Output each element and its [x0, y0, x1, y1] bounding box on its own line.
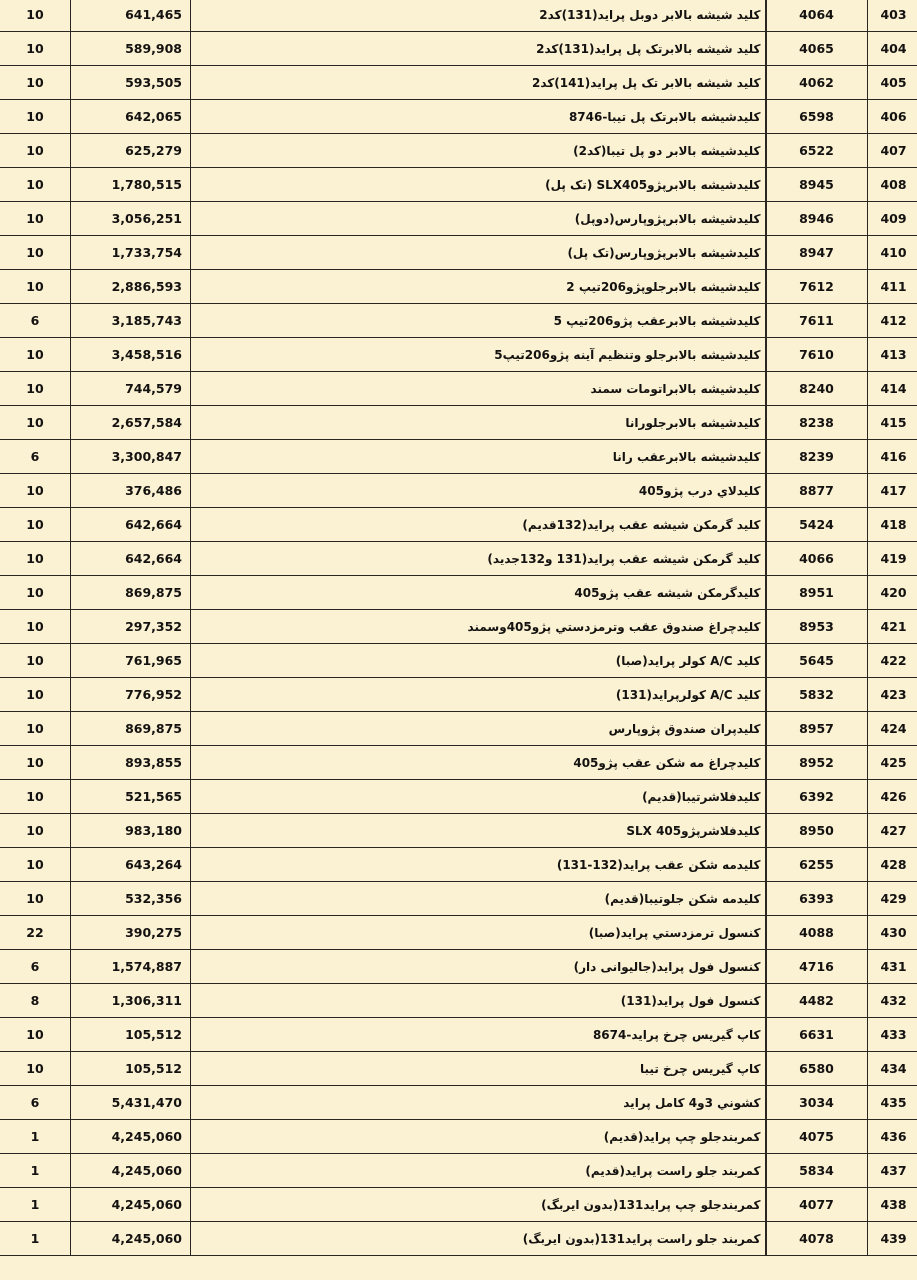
description-cell: کلیدلاي درب پژو405: [191, 474, 766, 508]
row-number-cell: 425: [867, 746, 917, 780]
row-number-cell: 410: [867, 236, 917, 270]
description-cell: کلیدشیشه بالابر دو پل تیبا(کد2): [191, 134, 766, 168]
table-row: [0, 678, 917, 712]
price-cell: 1,306,311: [71, 984, 191, 1018]
row-number-cell: 430: [867, 916, 917, 950]
quantity-cell: 10: [0, 270, 71, 304]
quantity-cell: 10: [0, 0, 71, 32]
product-code-cell: 4064: [766, 0, 868, 32]
product-code-cell: 8239: [766, 440, 868, 474]
quantity-cell: 1: [0, 1154, 71, 1188]
price-cell: 2,657,584: [71, 406, 191, 440]
quantity-cell: 10: [0, 712, 71, 746]
product-code-cell: 6393: [766, 882, 868, 916]
price-cell: 761,965: [71, 644, 191, 678]
row-number-cell: 421: [867, 610, 917, 644]
row-number-cell: 407: [867, 134, 917, 168]
table-row: [0, 576, 917, 610]
row-number-cell: 412: [867, 304, 917, 338]
quantity-cell: 10: [0, 100, 71, 134]
quantity-cell: 10: [0, 168, 71, 202]
product-code-cell: 8951: [766, 576, 868, 610]
quantity-cell: 6: [0, 950, 71, 984]
quantity-cell: 6: [0, 304, 71, 338]
table-row: [0, 202, 917, 236]
product-code-cell: 5832: [766, 678, 868, 712]
product-code-cell: 6631: [766, 1018, 868, 1052]
row-number-cell: 424: [867, 712, 917, 746]
row-number-cell: 409: [867, 202, 917, 236]
description-cell: کلید گرمکن شیشه عقب پراید(131 و132جدید): [191, 542, 766, 576]
price-cell: 983,180: [71, 814, 191, 848]
product-code-cell: 8238: [766, 406, 868, 440]
price-cell: 869,875: [71, 712, 191, 746]
description-cell: کنسول فول پراید(جالیوانی دار): [191, 950, 766, 984]
quantity-cell: 10: [0, 338, 71, 372]
table-row: [0, 1052, 917, 1086]
description-cell: کلیدگرمکن شیشه عقب پژو405: [191, 576, 766, 610]
price-cell: 1,780,515: [71, 168, 191, 202]
product-code-cell: 8877: [766, 474, 868, 508]
product-code-cell: 6598: [766, 100, 868, 134]
quantity-cell: 10: [0, 372, 71, 406]
quantity-cell: 10: [0, 32, 71, 66]
price-cell: 4,245,060: [71, 1154, 191, 1188]
price-cell: 1,733,754: [71, 236, 191, 270]
quantity-cell: 10: [0, 848, 71, 882]
description-cell: کاپ گیریس چرخ تیبا: [191, 1052, 766, 1086]
price-cell: 390,275: [71, 916, 191, 950]
quantity-cell: 10: [0, 610, 71, 644]
quantity-cell: 10: [0, 678, 71, 712]
quantity-cell: 10: [0, 406, 71, 440]
row-number-cell: 423: [867, 678, 917, 712]
price-cell: 532,356: [71, 882, 191, 916]
row-number-cell: 428: [867, 848, 917, 882]
product-code-cell: 8946: [766, 202, 868, 236]
table-row: [0, 814, 917, 848]
table-row: [0, 1222, 917, 1256]
row-number-cell: 437: [867, 1154, 917, 1188]
price-cell: 625,279: [71, 134, 191, 168]
quantity-cell: 10: [0, 474, 71, 508]
product-code-cell: 6392: [766, 780, 868, 814]
row-number-cell: 435: [867, 1086, 917, 1120]
quantity-cell: 1: [0, 1222, 71, 1256]
price-cell: 4,245,060: [71, 1188, 191, 1222]
description-cell: کلیدشیشه بالابرجلو وتنظیم آینه پژو206تیپ5: [191, 338, 766, 372]
quantity-cell: 10: [0, 746, 71, 780]
quantity-cell: 10: [0, 644, 71, 678]
row-number-cell: 419: [867, 542, 917, 576]
table-row: [0, 32, 917, 66]
row-number-cell: 427: [867, 814, 917, 848]
product-code-cell: 6522: [766, 134, 868, 168]
table-row: [0, 644, 917, 678]
row-number-cell: 406: [867, 100, 917, 134]
table-row: [0, 882, 917, 916]
description-cell: کمربند جلو راست پراید(قدیم): [191, 1154, 766, 1188]
product-code-cell: 4077: [766, 1188, 868, 1222]
description-cell: کلید شیشه بالابر تک پل پراید(141)کد2: [191, 66, 766, 100]
product-code-cell: 4078: [766, 1222, 868, 1256]
table-row: [0, 100, 917, 134]
product-code-cell: 7611: [766, 304, 868, 338]
price-cell: 643,264: [71, 848, 191, 882]
quantity-cell: 10: [0, 814, 71, 848]
row-number-cell: 434: [867, 1052, 917, 1086]
description-cell: کشوني 3و4 کامل پراید: [191, 1086, 766, 1120]
description-cell: کلید شیشه بالابر دوبل پراید(131)کد2: [191, 0, 766, 32]
description-cell: کلیدمه شکن عقب پراید(132-131): [191, 848, 766, 882]
price-cell: 3,300,847: [71, 440, 191, 474]
product-code-cell: 8952: [766, 746, 868, 780]
row-number-cell: 429: [867, 882, 917, 916]
table-row: [0, 712, 917, 746]
description-cell: کنسول ترمزدستي پراید(صبا): [191, 916, 766, 950]
row-number-cell: 436: [867, 1120, 917, 1154]
row-number-cell: 413: [867, 338, 917, 372]
table-row: [0, 168, 917, 202]
price-cell: 376,486: [71, 474, 191, 508]
row-number-cell: 418: [867, 508, 917, 542]
description-cell: کلیدفلاشرتیبا(قدیم): [191, 780, 766, 814]
row-number-cell: 417: [867, 474, 917, 508]
price-cell: 3,185,743: [71, 304, 191, 338]
price-cell: 593,505: [71, 66, 191, 100]
row-number-cell: 404: [867, 32, 917, 66]
table-row: [0, 66, 917, 100]
row-number-cell: 426: [867, 780, 917, 814]
table-row: [0, 542, 917, 576]
price-cell: 893,855: [71, 746, 191, 780]
table-row: [0, 746, 917, 780]
product-code-cell: 5424: [766, 508, 868, 542]
price-cell: 105,512: [71, 1052, 191, 1086]
product-code-cell: 6580: [766, 1052, 868, 1086]
description-cell: کلیدچراغ مه شکن عقب پژو405: [191, 746, 766, 780]
description-cell: کلیدشیشه بالابرجلورانا: [191, 406, 766, 440]
table-row: [0, 134, 917, 168]
table-row: [0, 916, 917, 950]
row-number-cell: 405: [867, 66, 917, 100]
table-row: [0, 610, 917, 644]
table-row: [0, 236, 917, 270]
description-cell: کلیدمه شکن جلوتیبا(قدیم): [191, 882, 766, 916]
description-cell: کلید A/C کولر پراید(صبا): [191, 644, 766, 678]
description-cell: کلیدپران صندوق پژوپارس: [191, 712, 766, 746]
price-cell: 3,056,251: [71, 202, 191, 236]
table-row: [0, 372, 917, 406]
row-number-cell: 411: [867, 270, 917, 304]
quantity-cell: 10: [0, 576, 71, 610]
product-code-cell: 6255: [766, 848, 868, 882]
quantity-cell: 10: [0, 882, 71, 916]
quantity-cell: 22: [0, 916, 71, 950]
quantity-cell: 6: [0, 1086, 71, 1120]
product-code-cell: 7612: [766, 270, 868, 304]
row-number-cell: 438: [867, 1188, 917, 1222]
description-cell: کلیدفلاشرپژو405 SLX: [191, 814, 766, 848]
description-cell: کاپ گیریس چرخ پراید-8674: [191, 1018, 766, 1052]
product-code-cell: 8957: [766, 712, 868, 746]
table-row: [0, 848, 917, 882]
table-row: [0, 1086, 917, 1120]
product-code-cell: 8953: [766, 610, 868, 644]
table-row: [0, 780, 917, 814]
price-cell: 642,664: [71, 542, 191, 576]
quantity-cell: 10: [0, 508, 71, 542]
price-cell: 5,431,470: [71, 1086, 191, 1120]
price-cell: 744,579: [71, 372, 191, 406]
table-row: [0, 338, 917, 372]
product-code-cell: 8950: [766, 814, 868, 848]
quantity-cell: 10: [0, 66, 71, 100]
description-cell: کلیدشیشه بالابرپژوSLX405 (تک پل): [191, 168, 766, 202]
product-code-cell: 8945: [766, 168, 868, 202]
description-cell: کنسول فول پراید(131): [191, 984, 766, 1018]
product-code-cell: 5834: [766, 1154, 868, 1188]
product-code-cell: 4075: [766, 1120, 868, 1154]
table-row: [0, 440, 917, 474]
description-cell: کلید گرمکن شیشه عقب پراید(132قدیم): [191, 508, 766, 542]
quantity-cell: 10: [0, 202, 71, 236]
quantity-cell: 10: [0, 236, 71, 270]
row-number-cell: 422: [867, 644, 917, 678]
quantity-cell: 10: [0, 1018, 71, 1052]
price-cell: 641,465: [71, 0, 191, 32]
table-row: [0, 1188, 917, 1222]
price-cell: 3,458,516: [71, 338, 191, 372]
price-cell: 4,245,060: [71, 1222, 191, 1256]
description-cell: کلید شیشه بالابرتک پل پراید(131)کد2: [191, 32, 766, 66]
product-code-cell: 4062: [766, 66, 868, 100]
description-cell: کلید A/C کولرپراید(131): [191, 678, 766, 712]
table-row: [0, 984, 917, 1018]
product-code-cell: 4716: [766, 950, 868, 984]
description-cell: کلیدچراغ صندوق عقب وترمزدستي پژو405وسمند: [191, 610, 766, 644]
description-cell: کلیدشیشه بالابرتک پل تیبا-8746: [191, 100, 766, 134]
price-cell: 776,952: [71, 678, 191, 712]
table-row: [0, 0, 917, 32]
description-cell: کلیدشیشه بالابرپژوپارس(تک پل): [191, 236, 766, 270]
row-number-cell: 403: [867, 0, 917, 32]
price-cell: 2,886,593: [71, 270, 191, 304]
table-row: [0, 508, 917, 542]
table-row: [0, 406, 917, 440]
quantity-cell: 10: [0, 542, 71, 576]
description-cell: کمربندجلو چپ پراید131(بدون ایربگ): [191, 1188, 766, 1222]
table-row: [0, 474, 917, 508]
quantity-cell: 1: [0, 1188, 71, 1222]
row-number-cell: 433: [867, 1018, 917, 1052]
table-row: [0, 304, 917, 338]
product-code-cell: 4482: [766, 984, 868, 1018]
row-number-cell: 415: [867, 406, 917, 440]
description-cell: کلیدشیشه بالابرجلوپژو206تیپ 2: [191, 270, 766, 304]
price-cell: 642,664: [71, 508, 191, 542]
row-number-cell: 432: [867, 984, 917, 1018]
product-code-cell: 5645: [766, 644, 868, 678]
product-code-cell: 4065: [766, 32, 868, 66]
product-code-cell: 7610: [766, 338, 868, 372]
description-cell: کلیدشیشه بالابراتومات سمند: [191, 372, 766, 406]
row-number-cell: 414: [867, 372, 917, 406]
row-number-cell: 439: [867, 1222, 917, 1256]
price-cell: 297,352: [71, 610, 191, 644]
product-code-cell: 8947: [766, 236, 868, 270]
product-code-cell: 4066: [766, 542, 868, 576]
price-cell: 4,245,060: [71, 1120, 191, 1154]
quantity-cell: 1: [0, 1120, 71, 1154]
table-row: [0, 1154, 917, 1188]
description-cell: کمربند جلو راست پراید131(بدون ایربگ): [191, 1222, 766, 1256]
description-cell: کلیدشیشه بالابرعقب پژو206تیپ 5: [191, 304, 766, 338]
description-cell: کمربندجلو چپ پراید(قدیم): [191, 1120, 766, 1154]
quantity-cell: 8: [0, 984, 71, 1018]
table-row: [0, 950, 917, 984]
price-cell: 105,512: [71, 1018, 191, 1052]
description-cell: کلیدشیشه بالابرپژوپارس(دوپل): [191, 202, 766, 236]
price-cell: 521,565: [71, 780, 191, 814]
price-cell: 869,875: [71, 576, 191, 610]
table-row: [0, 1018, 917, 1052]
table-row: [0, 270, 917, 304]
row-number-cell: 416: [867, 440, 917, 474]
quantity-cell: 6: [0, 440, 71, 474]
price-cell: 1,574,887: [71, 950, 191, 984]
product-code-cell: 4088: [766, 916, 868, 950]
quantity-cell: 10: [0, 780, 71, 814]
row-number-cell: 431: [867, 950, 917, 984]
quantity-cell: 10: [0, 1052, 71, 1086]
product-code-cell: 8240: [766, 372, 868, 406]
quantity-cell: 10: [0, 134, 71, 168]
price-cell: 589,908: [71, 32, 191, 66]
row-number-cell: 420: [867, 576, 917, 610]
product-code-cell: 3034: [766, 1086, 868, 1120]
row-number-cell: 408: [867, 168, 917, 202]
table-row: [0, 1120, 917, 1154]
price-cell: 642,065: [71, 100, 191, 134]
description-cell: کلیدشیشه بالابرعقب رانا: [191, 440, 766, 474]
